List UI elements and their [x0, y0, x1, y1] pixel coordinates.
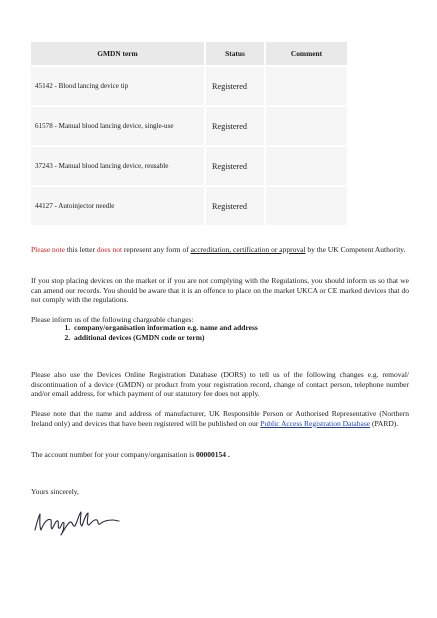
notice-text: represent any form of: [122, 245, 191, 254]
dors-paragraph: Please also use the Devices Online Registration Database (DORS) to tell us of the following changes e.g. removal/ discontinuation of a device (GMDN) or product from your registration record, change of contact person, telephone number and/or email address, for which payment of our statutory fee does not apply.: [31, 370, 409, 399]
publish-paragraph: [31, 409, 409, 428]
closing: Yours sincerely,: [31, 487, 79, 496]
account-text: The account number for your company/organisation is: [31, 450, 197, 459]
header-gmdn-term: GMDN term: [31, 42, 206, 65]
status-cell: Registered: [206, 185, 266, 225]
table-row: [31, 65, 347, 105]
header-comment: Comment: [266, 42, 347, 65]
handwritten-signature: [31, 508, 121, 536]
status-cell: Registered: [206, 145, 266, 185]
list-item: 2. additional devices (GMDN code or term): [72, 333, 258, 343]
notice-text: this letter: [64, 245, 97, 254]
stop-placing-paragraph: If you stop placing devices on the market or if you are not complying with the Regulations, you should inform us so that we can amend our records. You should be aware that it is an offence to place on the market UKCA or CE marked devices that do not comply with the regulations.: [31, 276, 409, 305]
gmdn-term-cell: 61578 - Manual blood lancing device, single-use: [31, 105, 206, 145]
publish-text: (PARD).: [370, 418, 399, 428]
header-status: Status: [206, 42, 266, 65]
accreditation-text: accreditation, certification or approval: [190, 245, 306, 254]
gmdn-term-cell: 37243 - Manual blood lancing device, reusable: [31, 145, 206, 185]
table-row: [31, 145, 347, 185]
gmdn-term-cell: 45142 - Blood lancing device tip: [31, 65, 206, 105]
comment-cell: [266, 105, 347, 145]
account-paragraph: [31, 450, 409, 460]
chargeable-changes-list: [58, 323, 258, 342]
comment-cell: [266, 185, 347, 225]
status-cell: Registered: [206, 105, 266, 145]
table-row: [31, 105, 347, 145]
table-row: [31, 185, 347, 225]
does-not-text: does not: [96, 245, 123, 254]
publish-text: Please note that the name and address of manufacturer, UK Responsible Person or Authorised Representative (Northern Ireland only) and devices that have been registered will be published on our: [31, 409, 409, 428]
inform-intro: Please inform us of the following chargeable changes:: [31, 315, 194, 324]
comment-cell: [266, 65, 347, 105]
please-note-text: Please note: [31, 245, 65, 254]
account-number: 00000154: [196, 450, 227, 459]
list-item: 1. company/organisation information e.g. name and address: [72, 323, 258, 333]
device-table: [31, 42, 347, 225]
pard-link[interactable]: Public Access Registration Database: [260, 418, 371, 428]
status-cell: Registered: [206, 65, 266, 105]
comment-cell: [266, 145, 347, 185]
gmdn-term-cell: 44127 - Autoinjector needle: [31, 185, 206, 225]
table-header-row: [31, 42, 347, 65]
notice-text: by the UK Competent Authority.: [305, 245, 406, 254]
account-end: .: [226, 450, 230, 459]
accreditation-notice: [31, 245, 409, 255]
